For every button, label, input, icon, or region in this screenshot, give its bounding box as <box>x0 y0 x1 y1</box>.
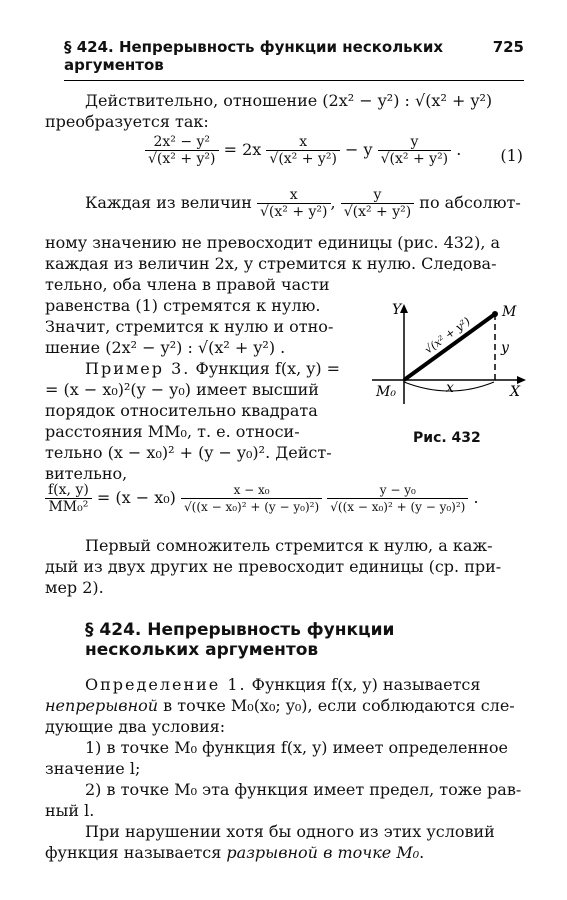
fraction: $\frac{x}{\text{√(x² + y²)}}$ <box>257 187 331 220</box>
running-header <box>64 38 524 81</box>
header-title: § 424. Непрерывность функции нескольких аргументов <box>64 38 444 74</box>
section-heading: § 424. Непрерывность функции нескольких аргументов <box>85 620 395 660</box>
equation-number: (1) <box>500 146 523 165</box>
fraction: $\frac{y}{\text{√(x² + y²)}}$ <box>341 187 415 220</box>
text-line: дующие два условия: <box>45 717 226 736</box>
text-line: дый из двух других не превосходит единицы (ср. при- <box>45 557 502 576</box>
hypotenuse-label: √(x² + y²) <box>422 314 473 357</box>
text-line: равенства (1) стремятся к нулю. <box>45 296 321 315</box>
figure-caption: Рис. 432 <box>413 430 481 446</box>
figure-432 <box>370 302 530 412</box>
hypotenuse <box>404 314 495 380</box>
text-line: значение l; <box>45 759 141 778</box>
equation-1: $\frac{\text{2x² − y²}}{\text{√(x² + y²)}}$ = 2x $\frac{x}{\text{√(x² + y²)}}$ − y $\frac{y}{\text{√(x² + y²)}}$ . <box>145 134 461 167</box>
x-segment-label: x <box>446 380 454 396</box>
fraction: $\frac{\text{x − x₀}}{\text{√((x − x₀)² + (y − y₀)²)}}$ <box>181 482 322 515</box>
text-line: преобразуется так: <box>45 112 209 131</box>
x-axis-label: X <box>510 384 520 400</box>
text-line: мер 2). <box>45 578 104 597</box>
text-line: ный l. <box>45 801 95 820</box>
text-line: Пример 3. Функция f(x, y) = <box>85 359 341 378</box>
text-line: тельно (x − x₀)² + (y − y₀)². Дейст- <box>45 443 332 462</box>
page-number: 725 <box>492 38 524 56</box>
fraction: $\frac{f(x, y)}{\text{MM₀²}}$ <box>45 482 92 515</box>
fraction: $\frac{y}{\text{√(x² + y²)}}$ <box>378 134 452 167</box>
text-line: Определение 1. Функция f(x, y) называется <box>85 675 481 694</box>
text-line: ному значению не превосходит единицы (рис. 432), а <box>45 233 501 252</box>
text-line: 2) в точке M₀ эта функция имеет предел, тоже рав- <box>85 780 522 799</box>
point-m0-label: M₀ <box>376 384 396 400</box>
text-line: Действительно, отношение (2x² − y²) : √(x² + y²) <box>85 91 493 110</box>
point-m-label: M <box>502 304 517 320</box>
text-line: Каждая из величин $\frac{x}{\text{√(x² + y²)}}$ , $\frac{y}{\text{√(x² + y²)}}$ по абсолют- <box>85 187 521 220</box>
text-line: шение (2x² − y²) : √(x² + y²) . <box>45 338 286 357</box>
text-line: 1) в точке M₀ функция f(x, y) имеет определенное <box>85 738 508 757</box>
text-line: функция называется разрывной в точке M₀. <box>45 843 425 862</box>
text-line: каждая из величин 2x, y стремится к нулю. Следова- <box>45 254 497 273</box>
text-line: Значит, стремится к нулю и отно- <box>45 317 334 336</box>
x-axis-arrow <box>517 376 526 384</box>
text-line: = (x − x₀)²(y − y₀) имеет высший <box>45 380 319 399</box>
y-segment-label: y <box>501 340 509 356</box>
equation-2: $\frac{f(x, y)}{\text{MM₀²}}$ = (x − x₀) $\frac{\text{x − x₀}}{\text{√((x − x₀)² + (y − y₀)²)}}$ $\frac{\text{y − y₀}}{\text{√((x − x₀)² + (y − y₀)²)}}$ . <box>45 482 479 515</box>
text-line: тельно, оба члена в правой части <box>45 275 330 294</box>
text-line: непрерывной в точке M₀(x₀; y₀), если соблюдаются сле- <box>45 696 515 715</box>
text-line: При нарушении хотя бы одного из этих условий <box>85 822 495 841</box>
text-line: вительно, <box>45 464 128 483</box>
text-line: порядок относительно квадрата <box>45 401 318 420</box>
fraction: $\frac{x}{\text{√(x² + y²)}}$ <box>266 134 340 167</box>
fraction: $\frac{\text{2x² − y²}}{\text{√(x² + y²)}}$ <box>145 134 219 167</box>
text-line: расстояния MM₀, т. е. относи- <box>45 422 300 441</box>
text-line: Первый сомножитель стремится к нулю, а каж- <box>85 536 493 555</box>
fraction: $\frac{\text{y − y₀}}{\text{√((x − x₀)² + (y − y₀)²)}}$ <box>327 482 468 515</box>
y-axis-label: Y <box>392 302 402 318</box>
